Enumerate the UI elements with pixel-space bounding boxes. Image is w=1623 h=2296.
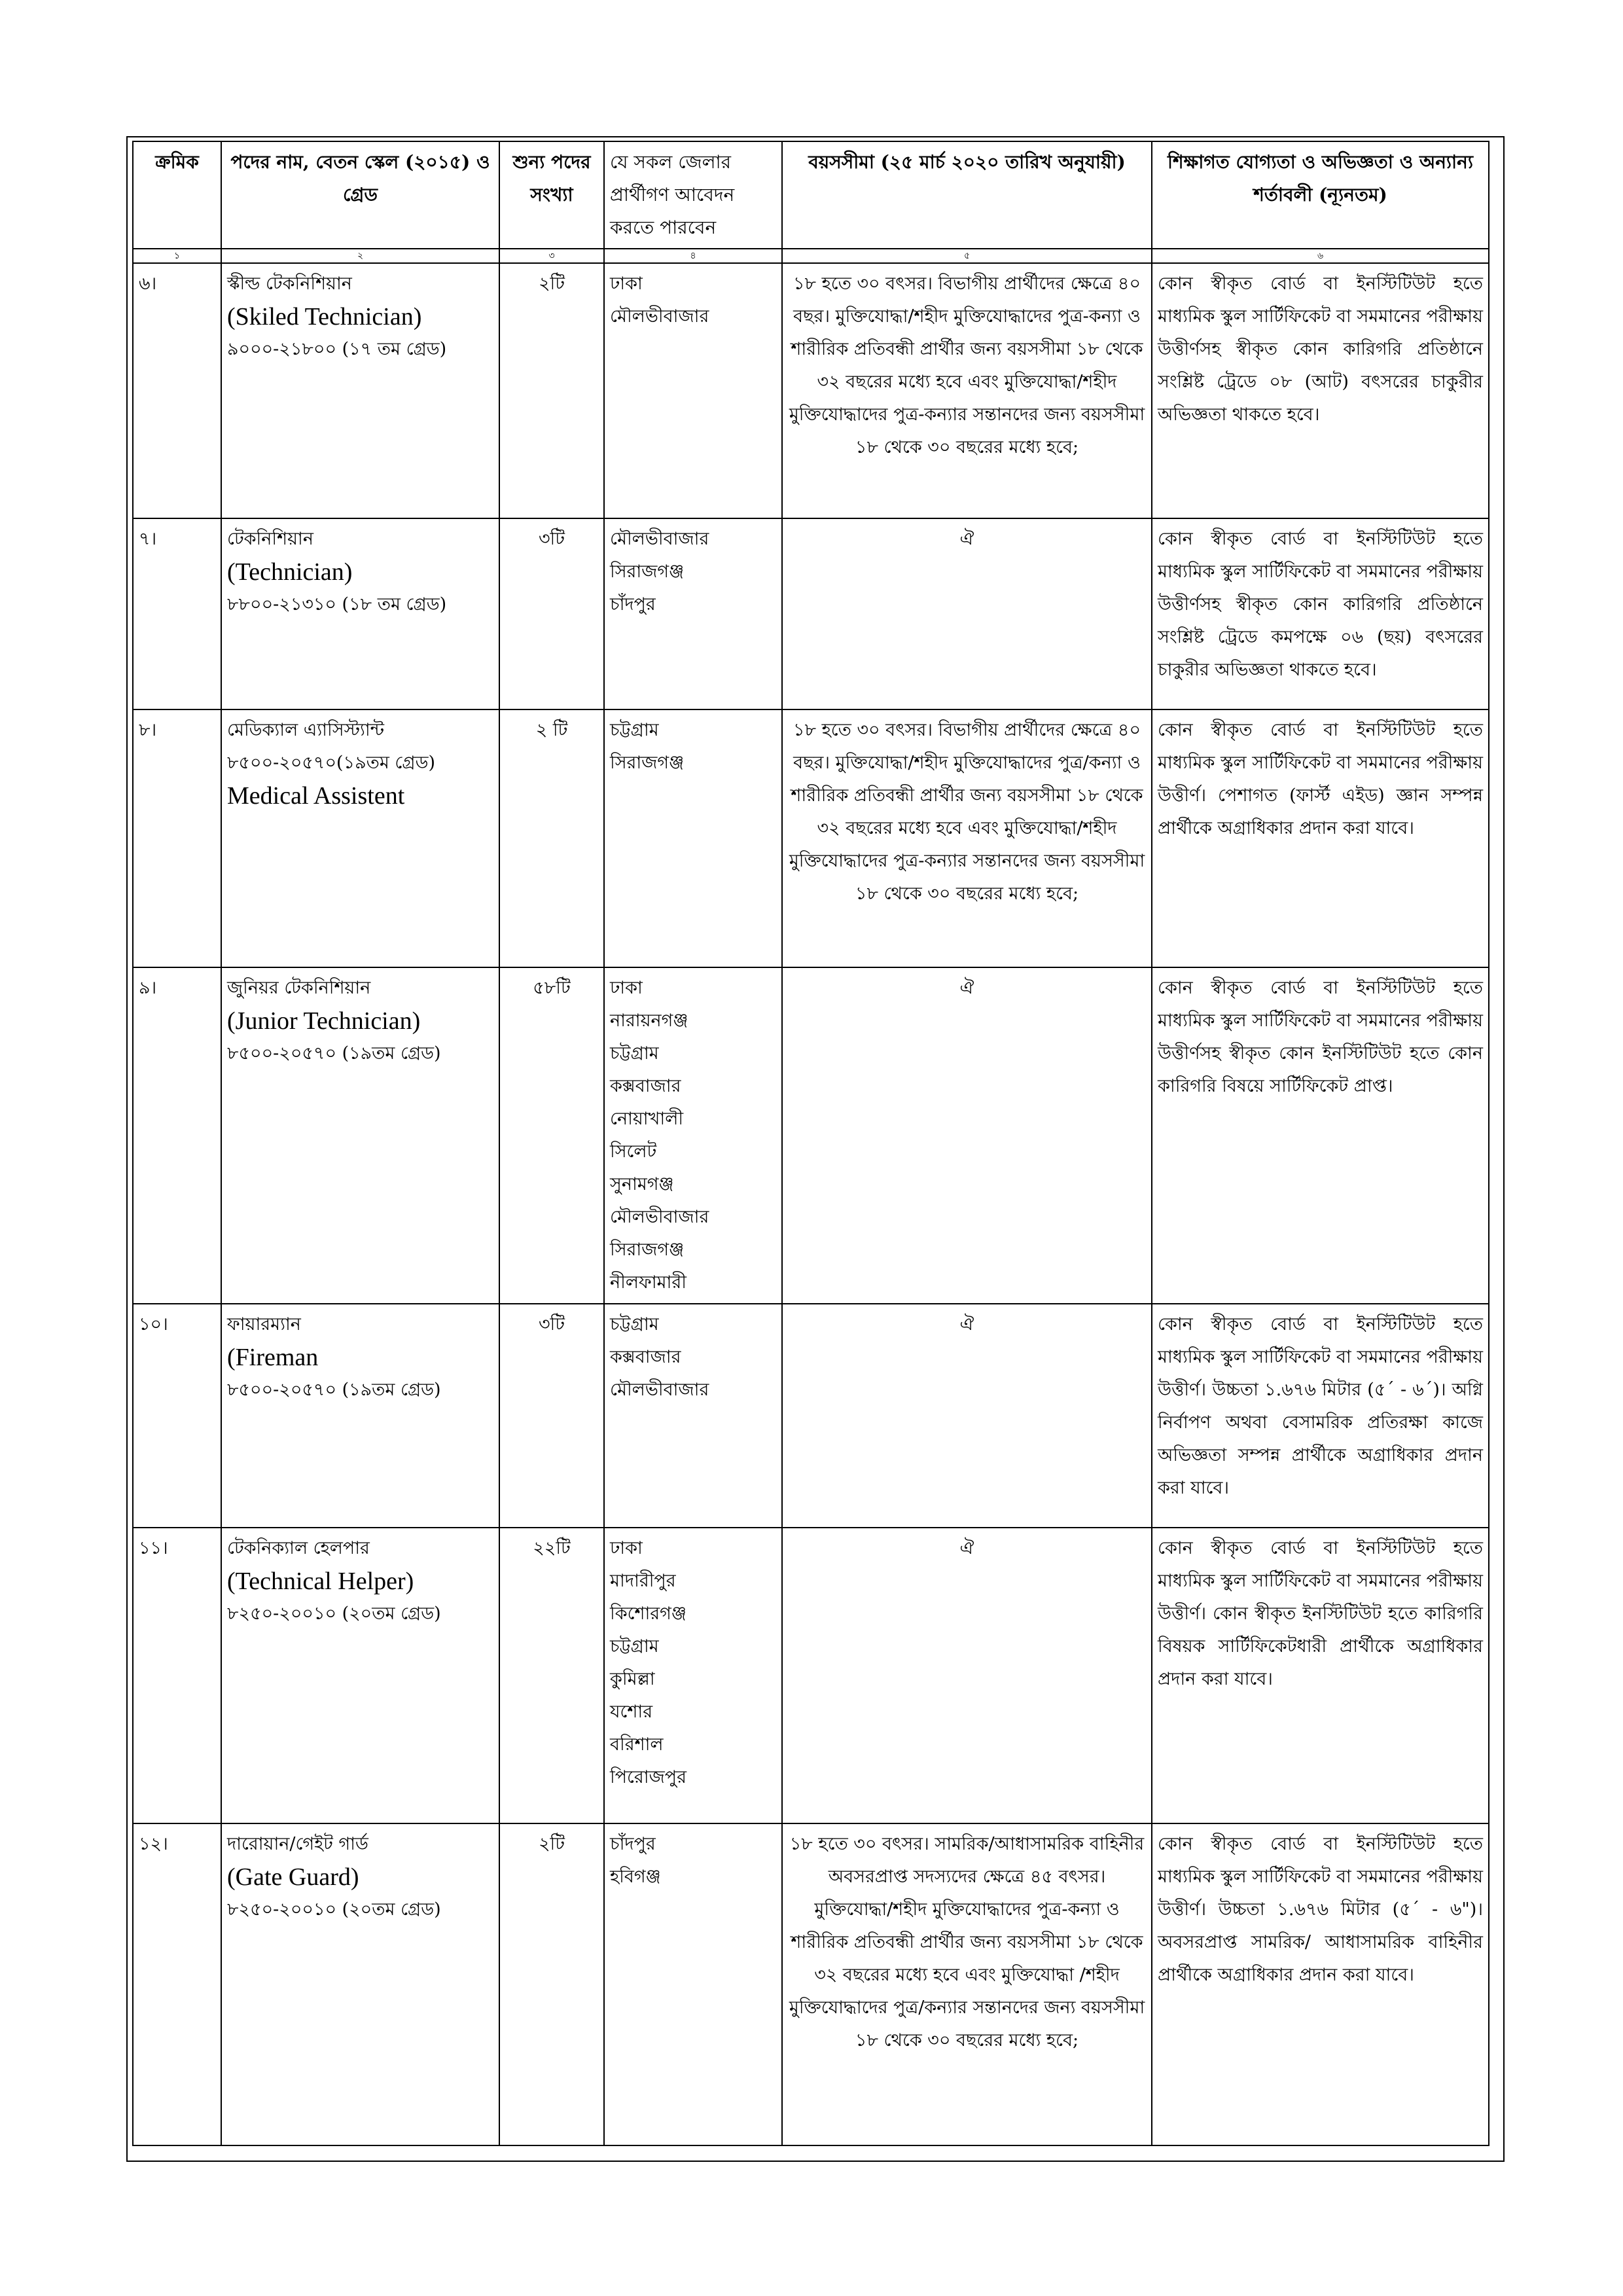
district-item: চট্টগ্রাম [610,1043,659,1064]
table-row [133,518,1489,709]
header-qualification: শিক্ষাগত যোগ্যতা ও অভিজ্ঞতা ও অন্যান্য শর্তাবলী (ন্যূনতম) [1152,141,1489,249]
district-item: কুমিল্লা [610,1669,655,1689]
vacancy-cell: ২ টি [499,709,604,967]
district-item: চট্টগ্রাম [610,1636,659,1657]
district-item: চট্টগ্রাম [610,720,659,740]
same-as-above-mark: ঐ [959,1538,974,1558]
post-name-bn: ফায়ারম্যান [227,1314,301,1335]
age-cell [782,518,1152,709]
districts-cell [604,709,782,967]
post-cell [221,709,499,967]
post-cell [221,518,499,709]
district-item: বরিশাল [610,1734,664,1755]
column-number: ৫ [782,249,1152,263]
vacancy-cell: ৩টি [499,518,604,709]
post-name-en: (Technical Helper) [227,1568,414,1595]
district-item: সিরাজগঞ্জ [610,753,685,773]
header-serial: ক্রমিক [133,141,221,249]
district-item: ঢাকা [610,274,643,294]
header-age: বয়সসীমা (২৫ মার্চ ২০২০ তারিখ অনুযায়ী) [782,141,1152,249]
post-name-bn: টেকনিশিয়ান [227,529,313,549]
header-districts: যে সকল জেলার প্রার্থীগণ আবেদন করতে পারবেন [604,141,782,249]
districts-cell [604,263,782,518]
table-row [133,1823,1489,2145]
districts-cell [604,1823,782,2145]
column-number-row [133,249,1489,263]
vacancy-table [132,141,1489,2146]
column-number: ৪ [604,249,782,263]
age-cell: ১৮ হতে ৩০ বৎসর। বিভাগীয় প্রার্থীদের ক্ষেত্রে ৪০ বছর। মুক্তিযোদ্ধা/শহীদ মুক্তিযোদ্ধাদের পুত্র/কন্যা ও শারীরিক প্রতিবন্ধী প্রার্থীর জন্য বয়সসীমা ১৮ থেকে ৩২ বছরের মধ্যে হবে এবং মুক্তিযোদ্ধা/শহীদ মুক্তিযোদ্ধাদের পুত্র-কন্যার সন্তানদের জন্য বয়সসীমা ১৮ থেকে ৩০ বছরের মধ্যে হবে; [782,709,1152,967]
age-cell: ১৮ হতে ৩০ বৎসর। বিভাগীয় প্রার্থীদের ক্ষেত্রে ৪০ বছর। মুক্তিযোদ্ধা/শহীদ মুক্তিযোদ্ধাদের পুত্র-কন্যা ও শারীরিক প্রতিবন্ধী প্রার্থীর জন্য বয়সসীমা ১৮ থেকে ৩২ বছরের মধ্যে হবে এবং মুক্তিযোদ্ধা/শহীদ মুক্তিযোদ্ধাদের পুত্র-কন্যার সন্তানদের জন্য বয়সসীমা ১৮ থেকে ৩০ বছরের মধ্যে হবে; [782,263,1152,518]
column-number: ৩ [499,249,604,263]
post-name-bn: টেকনিক্যাল হেলপার [227,1538,370,1558]
table-row [133,1528,1489,1823]
district-item: নারায়নগঞ্জ [610,1011,688,1031]
qualification-cell: কোন স্বীকৃত বোর্ড বা ইনস্টিটিউট হতে মাধ্যমিক স্কুল সার্টিফিকেট বা সমমানের পরীক্ষায় উত্তীর্ণ। কোন স্বীকৃত ইনস্টিটিউট হতে কারিগরি বিষয়ক সার্টিফিকেটধারী প্রার্থীকে অগ্রাধিকার প্রদান করা যাবে। [1152,1528,1489,1823]
same-as-above-mark: ঐ [959,529,974,549]
district-item: চাঁদপুর [610,1834,656,1854]
district-item: চাঁদপুর [610,594,656,615]
district-item: যশোর [610,1702,653,1722]
post-name-en: (Junior Technician) [227,1007,421,1035]
serial-cell: ১২। [133,1823,221,2145]
pay-scale: ৯০০০-২১৮০০ (১৭ তম গ্রেড) [227,339,447,359]
post-name-bn: জুনিয়র টেকনিশিয়ান [227,978,371,998]
qualification-cell: কোন স্বীকৃত বোর্ড বা ইনস্টিটিউট হতে মাধ্যমিক স্কুল সার্টিফিকেট বা সমমানের পরীক্ষায় উত্তীর্ণ। উচ্চতা ১.৬৭৬ মিটার (৫´ - ৬´)। অগ্নি নির্বাপণ অথবা বেসামরিক প্রতিরক্ষা কাজে অভিজ্ঞতা সম্পন্ন প্রার্থীকে অগ্রাধিকার প্রদান করা যাবে। [1152,1304,1489,1528]
district-item: চট্টগ্রাম [610,1314,659,1335]
column-number: ৬ [1152,249,1489,263]
post-cell [221,967,499,1304]
post-name-en: (Technician) [227,558,353,586]
serial-cell: ৬। [133,263,221,518]
table-row [133,967,1489,1304]
district-item: মৌলভীবাজার [610,306,709,327]
same-as-above-mark: ঐ [959,1314,974,1335]
pay-scale: ৮৫০০-২০৫৭০(১৯তম গ্রেড) [227,753,436,773]
post-name-bn: দারোয়ান/গেইট গার্ড [227,1834,368,1854]
serial-cell: ৯। [133,967,221,1304]
pay-scale: ৮৫০০-২০৫৭০ (১৯তম গ্রেড) [227,1043,441,1064]
pay-scale: ৮২৫০-২০০১০ (২০তম গ্রেড) [227,1899,441,1920]
age-cell [782,967,1152,1304]
same-as-above-mark: ঐ [959,978,974,998]
vacancy-cell: ৩টি [499,1304,604,1528]
post-name-bn: স্কীল্ড টেকনিশিয়ান [227,274,352,294]
age-cell: ১৮ হতে ৩০ বৎসর। সামরিক/আধাসামরিক বাহিনীর অবসরপ্রাপ্ত সদস্যদের ক্ষেত্রে ৪৫ বৎসর। মুক্তিযোদ্ধা/শহীদ মুক্তিযোদ্ধাদের পুত্র-কন্যা ও শারীরিক প্রতিবন্ধী প্রার্থীর জন্য বয়সসীমা ১৮ থেকে ৩২ বছরের মধ্যে হবে এবং মুক্তিযোদ্ধা /শহীদ মুক্তিযোদ্ধাদের পুত্র/কন্যার সন্তানদের জন্য বয়সসীমা ১৮ থেকে ৩০ বছরের মধ্যে হবে; [782,1823,1152,2145]
column-number: ২ [221,249,499,263]
districts-cell [604,967,782,1304]
serial-cell: ৮। [133,709,221,967]
district-item: কক্সবাজার [610,1347,681,1367]
district-item: পিরোজপুর [610,1767,687,1787]
serial-cell: ৭। [133,518,221,709]
serial-cell: ১১। [133,1528,221,1823]
district-item: হবিগঞ্জ [610,1867,661,1887]
districts-cell [604,1528,782,1823]
district-item: ঢাকা [610,1538,643,1558]
district-item: কক্সবাজার [610,1076,681,1096]
post-cell [221,1304,499,1528]
qualification-cell: কোন স্বীকৃত বোর্ড বা ইনস্টিটিউট হতে মাধ্যমিক স্কুল সার্টিফিকেট বা সমমানের পরীক্ষায় উত্তীর্ণসহ স্বীকৃত কোন কারিগরি প্রতিষ্ঠানে সংশ্লিষ্ট ট্রেডে কমপক্ষে ০৬ (ছয়) বৎসরের চাকুরীর অভিজ্ঞতা থাকতে হবে। [1152,518,1489,709]
qualification-cell: কোন স্বীকৃত বোর্ড বা ইনস্টিটিউট হতে মাধ্যমিক স্কুল সার্টিফিকেট বা সমমানের পরীক্ষায় উত্তীর্ণ। উচ্চতা ১.৬৭৬ মিটার (৫´ - ৬")। অবসরপ্রাপ্ত সামরিক/ আধাসামরিক বাহিনীর প্রার্থীকে অগ্রাধিকার প্রদান করা যাবে। [1152,1823,1489,2145]
district-item: মৌলভীবাজার [610,1380,709,1400]
districts-cell [604,518,782,709]
district-item: ঢাকা [610,978,643,998]
vacancy-cell: ২টি [499,263,604,518]
vacancy-cell: ৫৮টি [499,967,604,1304]
serial-cell: ১০। [133,1304,221,1528]
header-vacancy: শুন্য পদের সংখ্যা [499,141,604,249]
district-item: সিলেট [610,1141,657,1162]
vacancy-cell: ২টি [499,1823,604,2145]
post-name-en: (Gate Guard) [227,1863,359,1891]
district-item: সিরাজগঞ্জ [610,1240,685,1260]
header-post: পদের নাম, বেতন স্কেল (২০১৫) ও গ্রেড [221,141,499,249]
qualification-cell: কোন স্বীকৃত বোর্ড বা ইনস্টিটিউট হতে মাধ্যমিক স্কুল সার্টিফিকেট বা সমমানের পরীক্ষায় উত্তীর্ণসহ স্বীকৃত কোন ইনস্টিটিউট হতে কোন কারিগরি বিষয়ে সার্টিফিকেট প্রাপ্ত। [1152,967,1489,1304]
header-row [133,141,1489,249]
district-item: নীলফামারী [610,1272,687,1293]
pay-scale: ৮৮০০-২১৩১০ (১৮ তম গ্রেড) [227,594,447,615]
age-cell [782,1528,1152,1823]
pay-scale: ৮২৫০-২০০১০ (২০তম গ্রেড) [227,1604,441,1624]
post-name-en: Medical Assistent [227,782,405,810]
post-name-bn: মেডিক্যাল এ্যাসিস্ট্যান্ট [227,720,384,740]
vacancy-cell: ২২টি [499,1528,604,1823]
post-cell [221,1823,499,2145]
district-item: নোয়াখালী [610,1109,684,1129]
post-cell [221,263,499,518]
post-name-en: (Skiled Technician) [227,303,422,331]
district-item: মৌলভীবাজার [610,529,709,549]
district-item: মৌলভীবাজার [610,1207,709,1227]
column-number: ১ [133,249,221,263]
pay-scale: ৮৫০০-২০৫৭০ (১৯তম গ্রেড) [227,1380,441,1400]
post-name-en: (Fireman [227,1344,319,1371]
qualification-cell: কোন স্বীকৃত বোর্ড বা ইনস্টিটিউট হতে মাধ্যমিক স্কুল সার্টিফিকেট বা সমমানের পরীক্ষায় উত্তীর্ণ। পেশাগত (ফার্স্ট এইড) জ্ঞান সম্পন্ন প্রার্থীকে অগ্রাধিকার প্রদান করা যাবে। [1152,709,1489,967]
table-row [133,709,1489,967]
post-cell [221,1528,499,1823]
table-row [133,263,1489,518]
qualification-cell: কোন স্বীকৃত বোর্ড বা ইনস্টিটিউট হতে মাধ্যমিক স্কুল সার্টিফিকেট বা সমমানের পরীক্ষায় উত্তীর্ণসহ স্বীকৃত কোন কারিগরি প্রতিষ্ঠানে সংশ্লিষ্ট ট্রেডে ০৮ (আট) বৎসরের চাকুরীর অভিজ্ঞতা থাকতে হবে। [1152,263,1489,518]
district-item: কিশোরগঞ্জ [610,1604,687,1624]
district-item: মাদারীপুর [610,1571,676,1591]
district-item: সুনামগঞ্জ [610,1174,674,1194]
age-cell [782,1304,1152,1528]
district-item: সিরাজগঞ্জ [610,562,685,582]
table-row [133,1304,1489,1528]
districts-cell [604,1304,782,1528]
